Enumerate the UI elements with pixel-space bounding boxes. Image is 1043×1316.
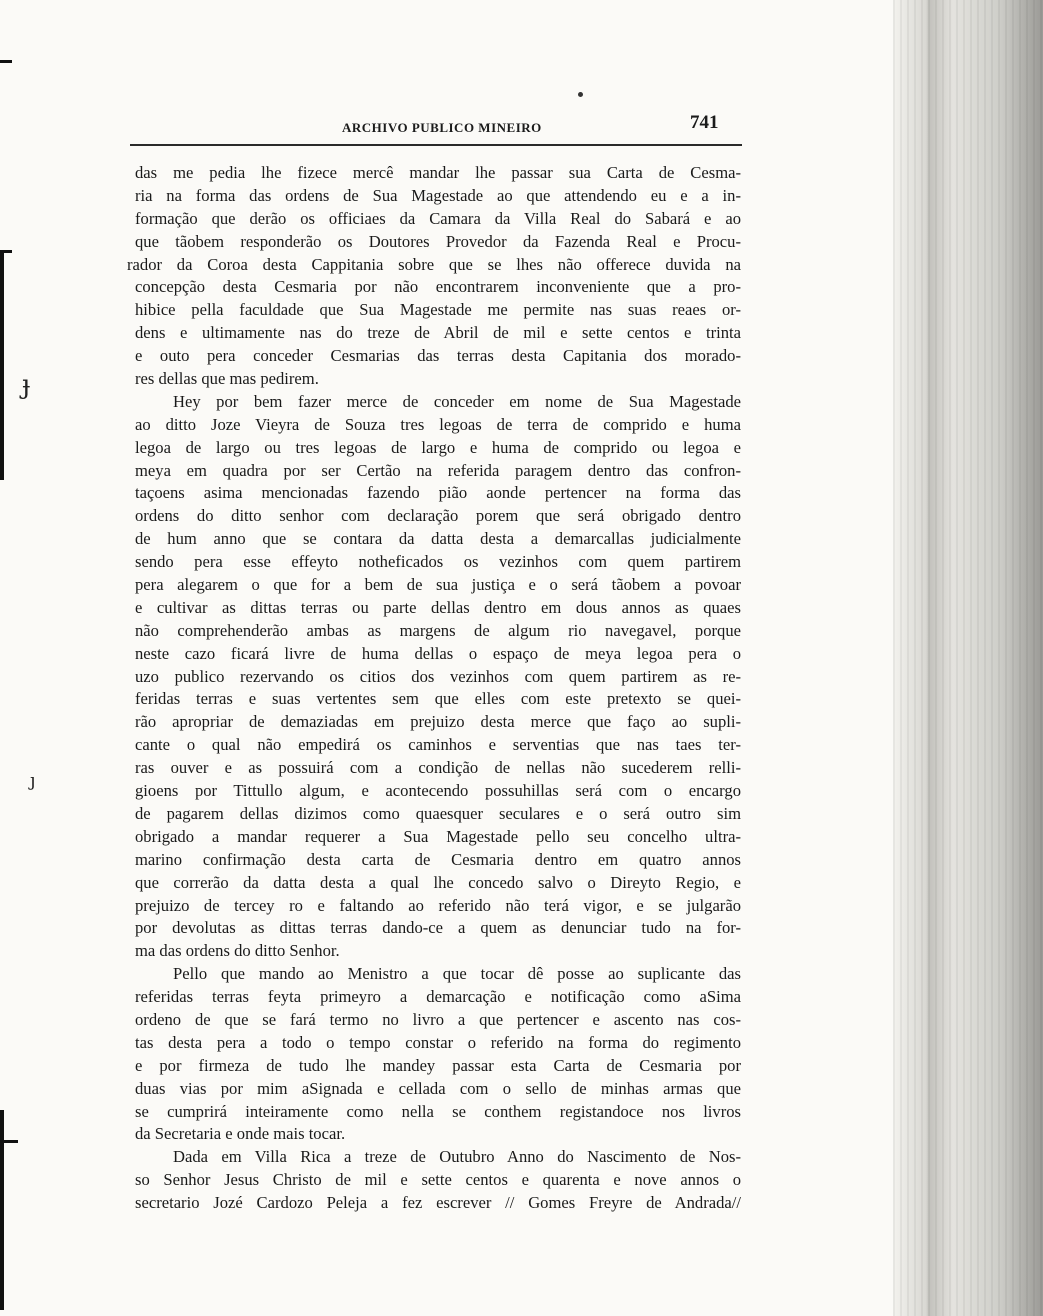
text-line: que correrão da datta desta a qual lhe concedo salvo o Direyto Regio, e [135, 872, 741, 892]
left-margin-tick-upper [0, 250, 12, 253]
text-line: gioens por Tittullo algum, e acontecendo possuhillas será com o encargo [135, 781, 741, 801]
text-line: ma das ordens do ditto Senhor. [135, 941, 340, 961]
top-ink-dot [578, 92, 583, 97]
body-text [127, 162, 741, 1215]
margin-pencil-mark: ɟ [22, 370, 31, 400]
left-margin-mark-top [0, 60, 12, 63]
text-line: ordeno de que se fará termo no livro a que pertencer e ascento nas cos- [135, 1009, 741, 1029]
text-line: Hey por bem fazer merce de conceder em nome de Sua Magestade [173, 391, 741, 411]
text-line: concepção desta Cesmaria por não encontrarem inconveniente que a pro- [135, 277, 741, 297]
text-line: secretario Jozé Cardozo Peleja a fez escrever // Gomes Freyre de Andrada// [135, 1193, 741, 1213]
text-line: obrigado a mandar requerer a Sua Magestade pello seu concelho ultra- [135, 826, 741, 846]
text-line: Pello que mando ao Menistro a que tocar dê posse ao suplicante das [173, 964, 741, 984]
text-line: de pagarem dellas dizimos como quaesquer seculares e o será outro sim [135, 803, 741, 823]
left-margin-tick-lower [0, 1140, 18, 1143]
text-line: tas desta pera a todo o tempo constar o referido na forma do regimento [135, 1032, 741, 1052]
text-line: por devolutas as dittas terras dando-ce a quem as denunciar tudo na for- [135, 918, 741, 938]
text-line: rão apropriar de demaziadas em prejuizo desta merce que faço ao supli- [135, 712, 741, 732]
text-line: sendo pera esse effeyto notheficados os vezinhos com quem partirem [135, 552, 741, 572]
page-number: 741 [690, 112, 719, 133]
header-title: ARCHIVO PUBLICO MINEIRO [342, 120, 542, 135]
paragraph-dating [135, 1146, 741, 1215]
text-line: hibice pella faculdade que Sua Magestade me permite nas suas reaes or- [135, 300, 741, 320]
margin-pencil-dot: ȷ [30, 770, 36, 791]
text-line: Dada em Villa Rica a treze de Outubro Anno do Nascimento de Nos- [173, 1147, 741, 1167]
text-line: das me pedia lhe fizece mercê mandar lhe passar sua Carta de Cesma- [135, 163, 741, 182]
paragraph-petition [127, 162, 741, 391]
text-line: ordens do ditto senhor com declaração porem que será obrigado dentro [135, 506, 741, 526]
text-line: taçoens asima mencionadas fazendo pião aonde pertencer na forma das [135, 483, 741, 503]
paragraph-order [135, 963, 741, 1146]
text-line: e outo pera conceder Cesmarias das terras desta Capitania dos morado- [135, 346, 741, 366]
text-line: formação que derão os officiaes da Camara da Villa Real do Sabará e ao [135, 208, 741, 228]
text-line: pera alegarem o que for a bem de sua justiça e o será tãobem a povoar [135, 575, 741, 595]
text-line: rador da Coroa desta Cappitania sobre que se lhes não offerece duvida na [127, 254, 741, 274]
text-line: dens e ultimamente nas do treze de Abril de mil e sette centos e trinta [135, 323, 741, 343]
header-rule [130, 144, 742, 146]
text-line: feridas terras e suas vertentes sem que elles com este pretexto se quei- [135, 689, 741, 709]
text-line: referidas terras feyta primeyro a demarcação e notificação como aSima [135, 987, 741, 1007]
text-line: e cultivar as dittas terras ou parte dellas dentro em dous annos as quaes [135, 597, 741, 617]
text-line: ria na forma das ordens de Sua Magestade ao que attendendo eu e a in- [135, 185, 741, 205]
text-line: meya em quadra por ser Certão na referida paragem dentro das confron- [135, 460, 741, 480]
text-line: so Senhor Jesus Christo de mil e sette centos e quarenta e nove annos o [135, 1170, 741, 1190]
running-header [130, 112, 740, 142]
text-line: prejuizo de tercey ro e faltando ao referido não terá vigor, e se julgarão [135, 895, 741, 915]
text-line: de hum anno que se contara da datta desta a demarcallas judicialmente [135, 529, 741, 549]
left-margin-bar-upper [0, 250, 4, 480]
text-line: uzo publico rezervando os citios dos vezinhos com quem partirem as re- [135, 666, 741, 686]
text-line: da Secretaria e onde mais tocar. [135, 1124, 346, 1144]
text-line: legoa de largo ou tres legoas de largo e huma de comprido ou legoa e [135, 437, 741, 457]
text-line: cante o qual não empedirá os caminhos e serventias que nas taes ter- [135, 735, 741, 755]
text-line: marino confirmação desta carta de Cesmaria dentro em quatro annos [135, 849, 741, 869]
text-line: não comprehenderão ambas as margens de algum rio navegavel, porque [135, 620, 741, 640]
text-line: duas vias por mim aSignada e cellada com o sello de minhas armas que [135, 1078, 741, 1098]
text-line: ras ouver e as possuirá com a condição de nellas não sucederem relli- [135, 758, 741, 778]
text-line: que tãobem responderão os Doutores Provedor da Fazenda Real e Procu- [135, 231, 741, 251]
binding-shadow [893, 0, 1043, 1316]
text-line: e por firmeza de tudo lhe mandey passar esta Carta de Cesmaria por [135, 1055, 741, 1075]
paragraph-grant [135, 391, 741, 963]
text-line: ao ditto Joze Vieyra de Souza tres legoas de terra de comprido e huma [135, 414, 741, 434]
text-line: neste cazo ficará livre de huma dellas o espaço de meya legoa pera o [135, 643, 741, 663]
text-line: se cumprirá inteiramente como nella se conthem registandoce nos livros [135, 1101, 741, 1121]
text-line: res dellas que mas pedirem. [135, 369, 319, 389]
